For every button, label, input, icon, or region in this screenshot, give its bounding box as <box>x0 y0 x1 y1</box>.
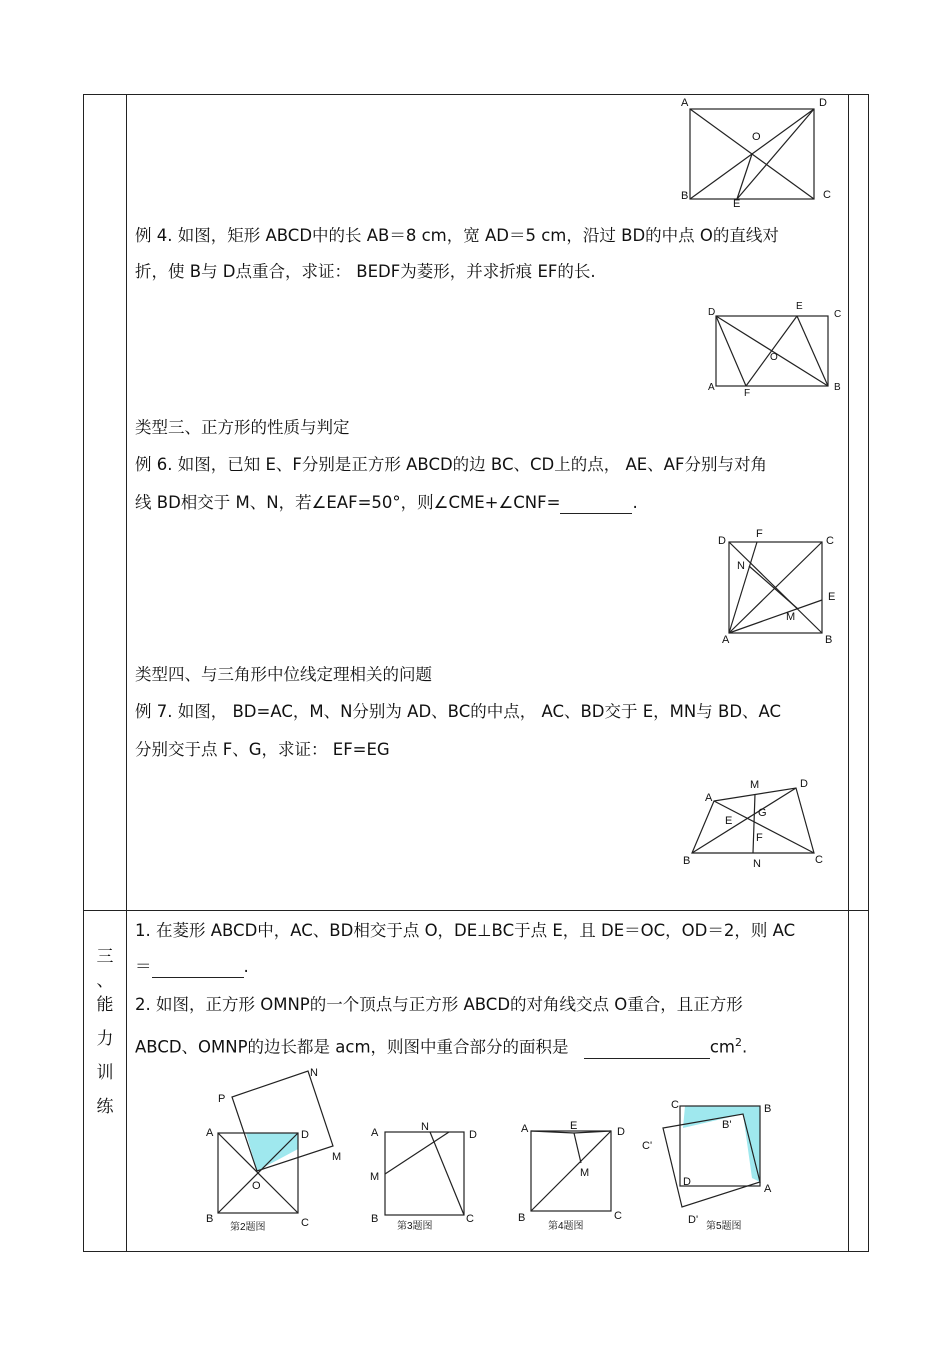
ex7-line2: 分别交于点 F、G，求证： EF=EG <box>135 740 390 759</box>
label-F: F <box>756 832 763 844</box>
q1-line2-text: ＝ <box>135 957 152 976</box>
section-char-5: 训 <box>96 1063 114 1083</box>
label-D: D <box>718 535 726 547</box>
unit-superscript: 2 <box>734 1036 742 1049</box>
section-char-4: 力 <box>96 1029 114 1049</box>
label-C: C <box>834 309 842 320</box>
section-char-6: 练 <box>96 1097 114 1117</box>
label-Dprime: D' <box>688 1214 699 1226</box>
unit-cm: cm <box>709 1037 735 1057</box>
q1-line2-end: . <box>243 957 249 976</box>
figure-q5 <box>630 1090 790 1236</box>
label-Bprime: B' <box>722 1119 732 1131</box>
section-char-3: 能 <box>96 995 114 1015</box>
label-C: C <box>671 1099 679 1111</box>
ex6-line2 <box>135 493 638 514</box>
label-D: D <box>708 307 716 318</box>
q1-line2 <box>135 957 249 978</box>
label-E: E <box>725 815 733 827</box>
column-divider-right <box>848 94 849 1251</box>
label-C: C <box>823 189 831 201</box>
q2-line2 <box>135 1033 747 1059</box>
label-B: B <box>764 1103 772 1115</box>
label-D: D <box>469 1129 477 1141</box>
label-A: A <box>722 634 730 646</box>
label-B: B <box>834 382 841 393</box>
label-N: N <box>737 560 745 572</box>
label-M: M <box>786 611 796 623</box>
label-C: C <box>815 854 823 866</box>
label-B: B <box>683 855 691 867</box>
label-M: M <box>332 1151 342 1163</box>
label-D: D <box>301 1129 309 1141</box>
label-B: B <box>371 1213 379 1225</box>
column-divider-left <box>126 94 127 1251</box>
label-C: C <box>826 535 834 547</box>
label-E: E <box>828 591 836 603</box>
answer-blank[interactable] <box>560 493 632 514</box>
label-A: A <box>764 1183 772 1195</box>
ex7-line1: 例 7. 如图， BD=AC，M、N分别为 AD、BC的中点， AC、BD交于 E，MN与 BD、AC <box>135 702 782 721</box>
caption-fig5: 第5题图 <box>706 1221 742 1232</box>
figure-ex4-fold <box>700 296 850 400</box>
figure-q3 <box>365 1112 485 1237</box>
label-F: F <box>756 528 763 540</box>
label-E: E <box>796 301 803 312</box>
label-O: O <box>752 131 761 143</box>
label-D: D <box>800 778 808 790</box>
label-D: D <box>819 97 827 109</box>
figure-top-rectangle <box>675 94 840 214</box>
label-A: A <box>681 97 689 109</box>
label-A: A <box>371 1127 379 1139</box>
figure-q2 <box>200 1062 355 1242</box>
q2-line2-end: . <box>741 1037 748 1057</box>
figure-q4 <box>515 1112 635 1237</box>
label-C: C <box>614 1210 622 1222</box>
section-char-2: 、 <box>96 971 114 991</box>
ex6-line1: 例 6. 如图，已知 E、F分别是正方形 ABCD的边 BC、CD上的点， AE、AF分别与对角 <box>135 455 767 474</box>
label-B: B <box>681 190 689 202</box>
q2-line1: 2. 如图，正方形 OMNP的一个顶点与正方形 ABCD的对角线交点 O重合，且正方形 <box>135 995 743 1014</box>
label-N: N <box>421 1121 429 1133</box>
label-N: N <box>753 858 761 870</box>
row-divider <box>83 910 868 911</box>
label-D: D <box>617 1126 625 1138</box>
figure-ex7-quadrilateral <box>675 770 835 876</box>
label-C: C <box>466 1213 474 1225</box>
label-G: G <box>758 807 767 819</box>
label-Cprime: C' <box>642 1140 653 1152</box>
label-M: M <box>370 1171 380 1183</box>
label-C: C <box>301 1217 309 1229</box>
ex4-line1: 例 4. 如图，矩形 ABCD中的长 AB＝8 cm，宽 AD＝5 cm，沿过 BD的中点 O的直线对 <box>135 226 779 245</box>
label-O: O <box>252 1180 261 1192</box>
label-N: N <box>310 1067 318 1079</box>
figure-ex6-square <box>710 524 850 650</box>
label-A: A <box>206 1127 214 1139</box>
type3-heading: 类型三、正方形的性质与判定 <box>135 418 350 437</box>
label-B: B <box>206 1213 214 1225</box>
label-A: A <box>705 792 713 804</box>
answer-blank[interactable] <box>584 1038 710 1059</box>
label-E: E <box>570 1120 578 1132</box>
label-E: E <box>733 198 741 210</box>
type4-heading: 类型四、与三角形中位线定理相关的问题 <box>135 665 432 684</box>
label-F: F <box>744 388 751 399</box>
label-A: A <box>708 382 715 393</box>
q2-line2-text: ABCD、OMNP的边长都是 acm，则图中重合部分的面积是 <box>135 1037 569 1057</box>
label-B: B <box>825 634 833 646</box>
section-label-ability-training <box>84 940 126 1124</box>
label-P: P <box>218 1093 226 1105</box>
label-A: A <box>521 1123 529 1135</box>
caption-fig4: 第4题图 <box>548 1221 584 1232</box>
label-D: D <box>683 1176 691 1188</box>
caption-fig3: 第3题图 <box>397 1221 433 1232</box>
label-M: M <box>580 1167 590 1179</box>
q1-line1: 1. 在菱形 ABCD中，AC、BD相交于点 O，DE⊥BC于点 E，且 DE＝OC，OD＝2，则 AC <box>135 921 796 940</box>
section-char-1: 三 <box>96 947 114 967</box>
caption-fig2: 第2题图 <box>230 1222 266 1233</box>
ex6-line2-end: . <box>632 493 638 512</box>
label-O: O <box>770 352 778 363</box>
answer-blank[interactable] <box>152 957 244 978</box>
ex4-line2: 折，使 B与 D点重合，求证： BEDF为菱形，并求折痕 EF的长. <box>135 262 596 281</box>
ex6-line2-text: 线 BD相交于 M、N，若∠EAF=50°，则∠CME+∠CNF= <box>135 493 561 512</box>
label-B: B <box>518 1212 526 1224</box>
label-M: M <box>750 779 760 791</box>
